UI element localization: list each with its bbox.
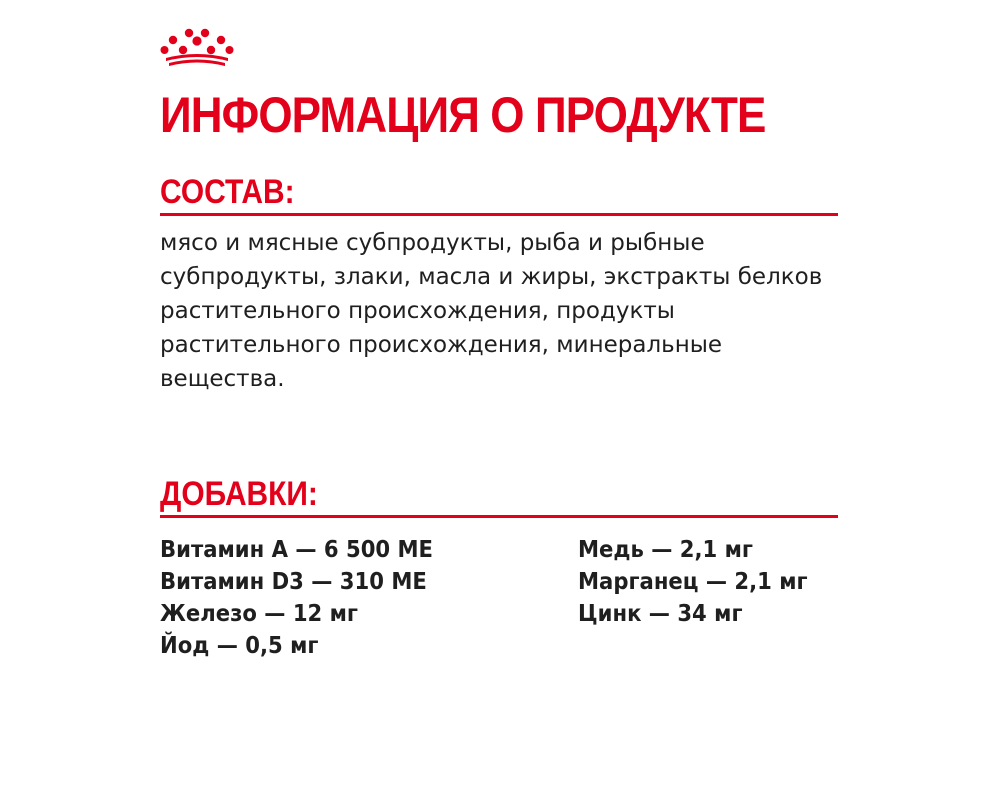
composition-heading: СОСТАВ: <box>160 173 295 211</box>
additive-item: Железо — 12 мг <box>160 601 359 627</box>
royal-canin-crown-icon <box>160 26 234 68</box>
section-divider <box>160 515 838 518</box>
section-divider <box>160 213 838 216</box>
page-title: ИНФОРМАЦИЯ О ПРОДУКТЕ <box>160 87 766 143</box>
additive-item: Витамин D3 — 310 МЕ <box>160 569 427 595</box>
additives-column-left <box>160 534 457 662</box>
composition-text: мясо и мясные субпродукты, рыба и рыбные субпродукты, злаки, масла и жиры, экстракты белков растительного происхождения, продукты растительного происхождения, минеральные вещества. <box>160 230 823 392</box>
additive-item: Цинк — 34 мг <box>578 601 743 627</box>
additive-item: Медь — 2,1 мг <box>578 537 753 563</box>
additive-item: Йод — 0,5 мг <box>160 633 319 659</box>
additives-heading: ДОБАВКИ: <box>160 475 318 513</box>
additive-item: Марганец — 2,1 мг <box>578 569 808 595</box>
additive-item: Витамин А — 6 500 МЕ <box>160 537 434 563</box>
additives-column-right <box>578 534 828 630</box>
additives-list <box>160 534 840 674</box>
